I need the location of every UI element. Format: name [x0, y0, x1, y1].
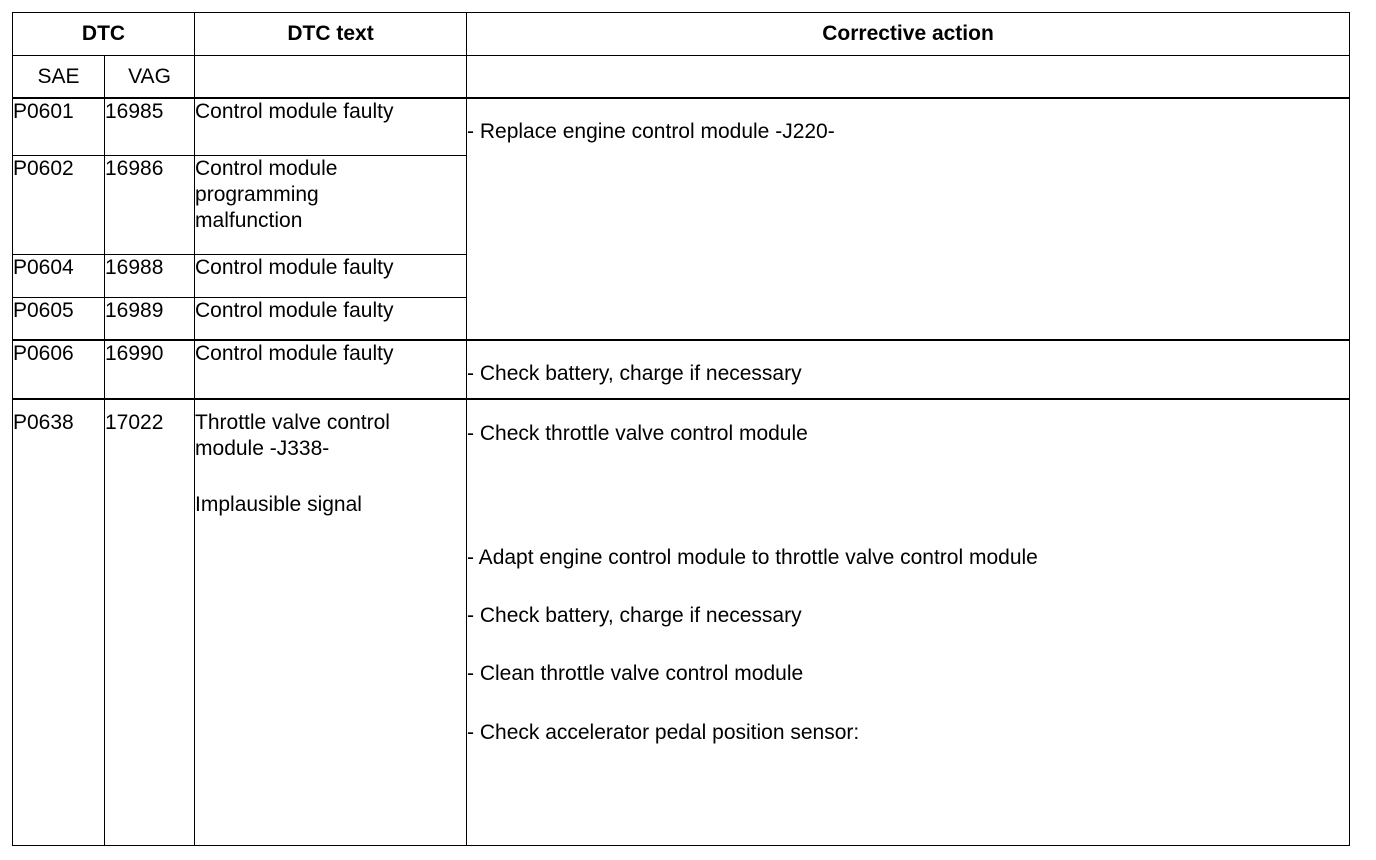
corrective-action-cell: [467, 98, 1350, 340]
vag-code: 16989: [105, 297, 195, 340]
sae-code: P0604: [13, 254, 105, 297]
subheader-row: [13, 56, 1350, 99]
sae-code: P0605: [13, 297, 105, 340]
dtc-text-line: programming: [195, 182, 319, 206]
dtc-text: Control module faulty: [195, 340, 467, 399]
dtc-text: [195, 155, 467, 254]
corrective-action: - Check accelerator pedal position sensor:: [467, 721, 860, 744]
corrective-action: - Check battery, charge if necessary: [467, 604, 802, 627]
header-row: [13, 13, 1350, 56]
table-row: [13, 399, 1350, 845]
sae-code: P0606: [13, 340, 105, 399]
vag-code: 17022: [105, 399, 195, 845]
table-row: [13, 340, 1350, 399]
corrective-action-cell: [467, 340, 1350, 399]
sae-code: P0602: [13, 155, 105, 254]
dtc-text-note: Implausible signal: [195, 493, 362, 516]
header-dtc: DTC: [13, 13, 195, 56]
subheader-empty-action: [467, 56, 1350, 99]
corrective-action: - Check throttle valve control module: [467, 422, 808, 445]
subheader-empty-text: [195, 56, 467, 99]
dtc-text-line: Control module: [195, 156, 338, 180]
subheader-vag: VAG: [105, 56, 195, 99]
header-corrective-action: Corrective action: [467, 13, 1350, 56]
table-row: [13, 98, 1350, 155]
sae-code: P0601: [13, 98, 105, 155]
dtc-text-line: Throttle valve control: [195, 411, 390, 434]
dtc-text: [195, 399, 467, 845]
corrective-action: - Clean throttle valve control module: [467, 662, 804, 685]
corrective-action: - Replace engine control module -J220-: [467, 120, 835, 143]
dtc-text: Control module faulty: [195, 98, 467, 155]
dtc-text-line: module -J338-: [195, 437, 330, 460]
vag-code: 16988: [105, 254, 195, 297]
corrective-action: - Adapt engine control module to throttle valve control module: [467, 546, 1038, 569]
vag-code: 16985: [105, 98, 195, 155]
dtc-table: [12, 12, 1350, 846]
vag-code: 16986: [105, 155, 195, 254]
subheader-sae: SAE: [13, 56, 105, 99]
dtc-text: Control module faulty: [195, 297, 467, 340]
sae-code: P0638: [13, 399, 105, 845]
corrective-action-cell: [467, 399, 1350, 845]
dtc-text-line: malfunction: [195, 208, 303, 232]
vag-code: 16990: [105, 340, 195, 399]
header-dtc-text: DTC text: [195, 13, 467, 56]
dtc-text: Control module faulty: [195, 254, 467, 297]
corrective-action: - Check battery, charge if necessary: [467, 362, 802, 385]
